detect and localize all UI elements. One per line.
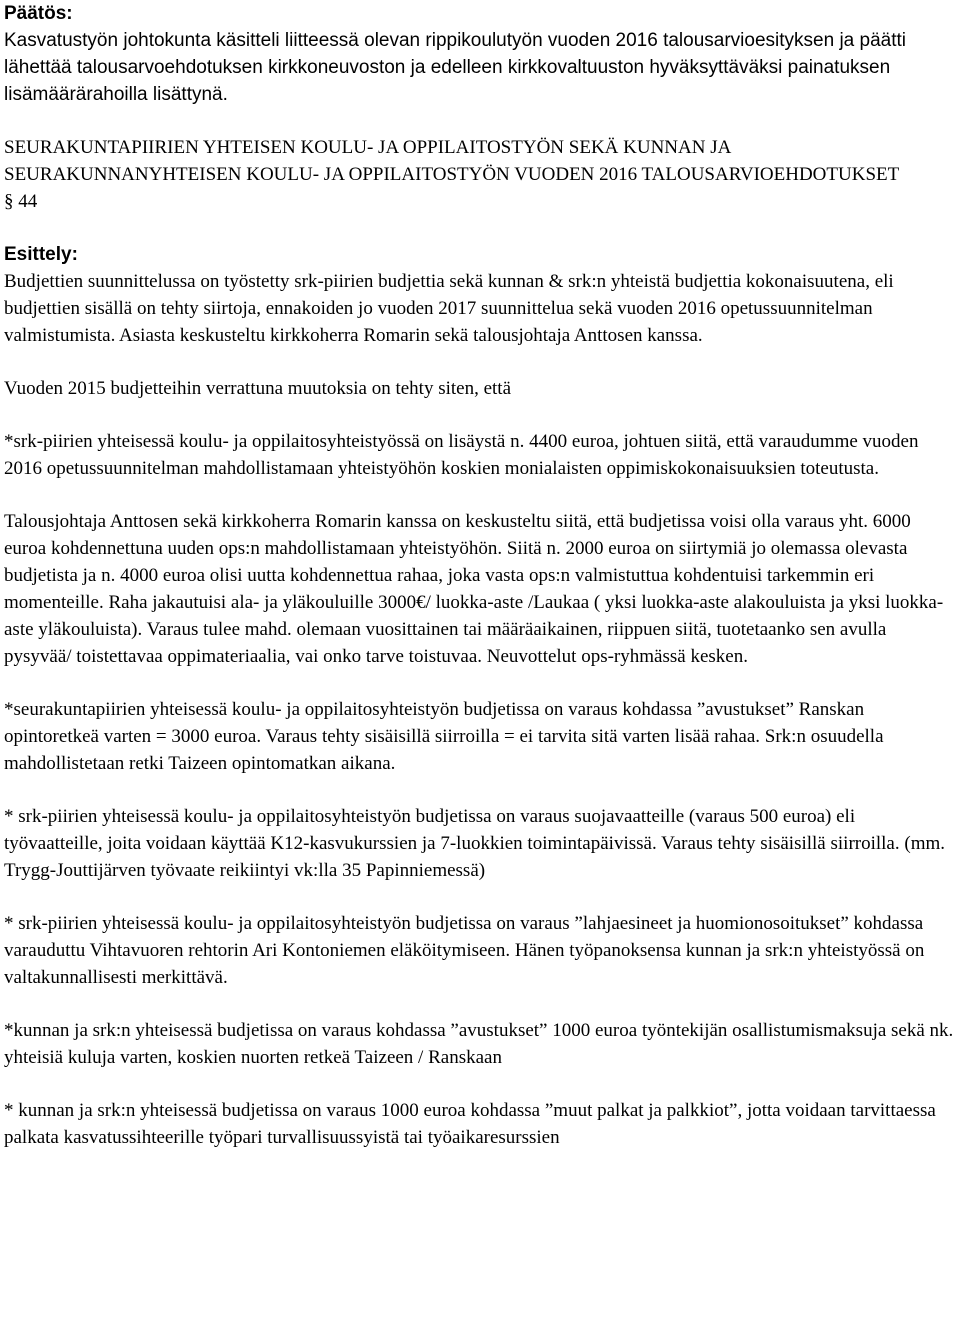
- esittely-paragraph: *srk-piirien yhteisessä koulu- ja oppilaitosyhteistyössä on lisäystä n. 4400 euroa, johtuen siitä, että varaudumme vuoden 2016 opetussuunnitelman mahdollistamaan yhteistyöhön koskien monialaisten oppimiskokonaisuuksien toteutusta.: [4, 431, 919, 479]
- esittely-paragraph: * srk-piirien yhteisessä koulu- ja oppilaitosyhteistyön budjetissa on varaus suojavaatteille (varaus 500 euroa) eli työvaatteille, joita voidaan käyttää K12-kasvukurssien ja 7-luokkien toimintapäivissä. Varaus tehty sisäisillä siirroilla. (mm. Trygg-Jouttijärven työvaate reikiintyi vk:lla 35 Papinniemessä): [4, 806, 946, 881]
- esittely-paragraph: * kunnan ja srk:n yhteisessä budjetissa on varaus 1000 euroa kohdassa ”muut palkat ja palkkiot”, jotta voidaan tarvittaessa palkata kasvatussihteerille työpari turvallisuussyistä tai työaikaresurssien: [4, 1100, 936, 1148]
- paatos-heading: Päätös:: [4, 3, 73, 24]
- spacer: [4, 884, 957, 910]
- spacer: [4, 482, 957, 508]
- spacer: [4, 402, 957, 428]
- document-page: [4, 0, 957, 1151]
- spacer: [4, 349, 957, 375]
- esittely-paragraph: Vuoden 2015 budjetteihin verrattuna muutoksia on tehty siten, että: [4, 378, 511, 399]
- spacer: [4, 215, 957, 241]
- section-title: SEURAKUNTAPIIRIEN YHTEISEN KOULU- JA OPPILAITOSTYÖN SEKÄ KUNNAN JA SEURAKUNNANYHTEISEN KOULU- JA OPPILAITOSTYÖN VUODEN 2016 TALOUSARVIOEHDOTUKSET: [4, 137, 900, 185]
- spacer: [4, 108, 957, 134]
- esittely-paragraph: * srk-piirien yhteisessä koulu- ja oppilaitosyhteistyön budjetissa on varaus ”lahjaesineet ja huomionosoitukset” kohdassa varauduttu Vihtavuoren rehtorin Ari Kontoniemen eläköitymiseen. Hänen työpanoksensa kunnan ja srk:n yhteistyössä on valtakunnallisesti merkittävä.: [4, 913, 925, 988]
- esittely-paragraph: Budjettien suunnittelussa on työstetty srk-piirien budjettia sekä kunnan & srk:n yhteistä budjettia kokonaisuutena, eli budjettien sisällä on tehty siirtoja, ennakoiden jo vuoden 2017 suunnittelua sekä vuoden 2016 opetussuunnitelman valmistumista. Asiasta keskusteltu kirkkoherra Romarin sekä talousjohtaja Anttosen kanssa.: [4, 271, 894, 346]
- paatos-text: Kasvatustyön johtokunta käsitteli liitteessä olevan rippikoulutyön vuoden 2016 talousarvioesityksen ja päätti lähettää talousarvoehdotuksen kirkkoneuvoston ja edelleen kirkkovaltuuston hyväksyttäväksi painatuksen lisämäärärahoilla lisättynä.: [4, 30, 906, 105]
- esittely-paragraph: Talousjohtaja Anttosen sekä kirkkoherra Romarin kanssa on keskusteltu siitä, että budjetissa voisi olla varaus yht. 6000 euroa kohdennettuna uuden ops:n mahdollistamaan yhteistyöhön. Siitä n. 2000 euroa on siirtymiä jo olemassa olevasta budjetista ja n. 4000 euroa olisi uutta kohdennettua rahaa, joka vasta ops:n valmistuttua kohdentuisi tarkemmin eri momenteille. Raha jakautuisi ala- ja yläkouluille 3000€/ luokka-aste /Laukaa ( yksi luokka-aste alakouluista ja yksi luokka-aste yläkouluista). Varaus tulee mahd. olemaan vuosittainen tai määräaikainen, riippuen siitä, tuotetaanko sen avulla pysyvää/ toistettavaa oppimateriaalia, vai onko tarve toistuvaa. Neuvottelut ops-ryhmässä kesken.: [4, 511, 944, 667]
- esittely-paragraph: *kunnan ja srk:n yhteisessä budjetissa on varaus kohdassa ”avustukset” 1000 euroa työntekijän osallistumismaksuja sekä nk. yhteisiä kuluja varten, koskien nuorten retkeä Taizeen / Ranskaan: [4, 1020, 954, 1068]
- spacer: [4, 777, 957, 803]
- section-number: § 44: [4, 191, 38, 212]
- spacer: [4, 1071, 957, 1097]
- esittely-paragraph: *seurakuntapiirien yhteisessä koulu- ja oppilaitosyhteistyön budjetissa on varaus kohdassa ”avustukset” Ranskan opintoretkeä varten = 3000 euroa. Varaus tehty sisäisillä siirroilla = ei tarvita sitä varten lisää rahaa. Srk:n osuudella mahdollistetaan retki Taizeen opintomatkan aikana.: [4, 699, 884, 774]
- spacer: [4, 670, 957, 696]
- esittely-heading: Esittely:: [4, 244, 78, 265]
- spacer: [4, 991, 957, 1017]
